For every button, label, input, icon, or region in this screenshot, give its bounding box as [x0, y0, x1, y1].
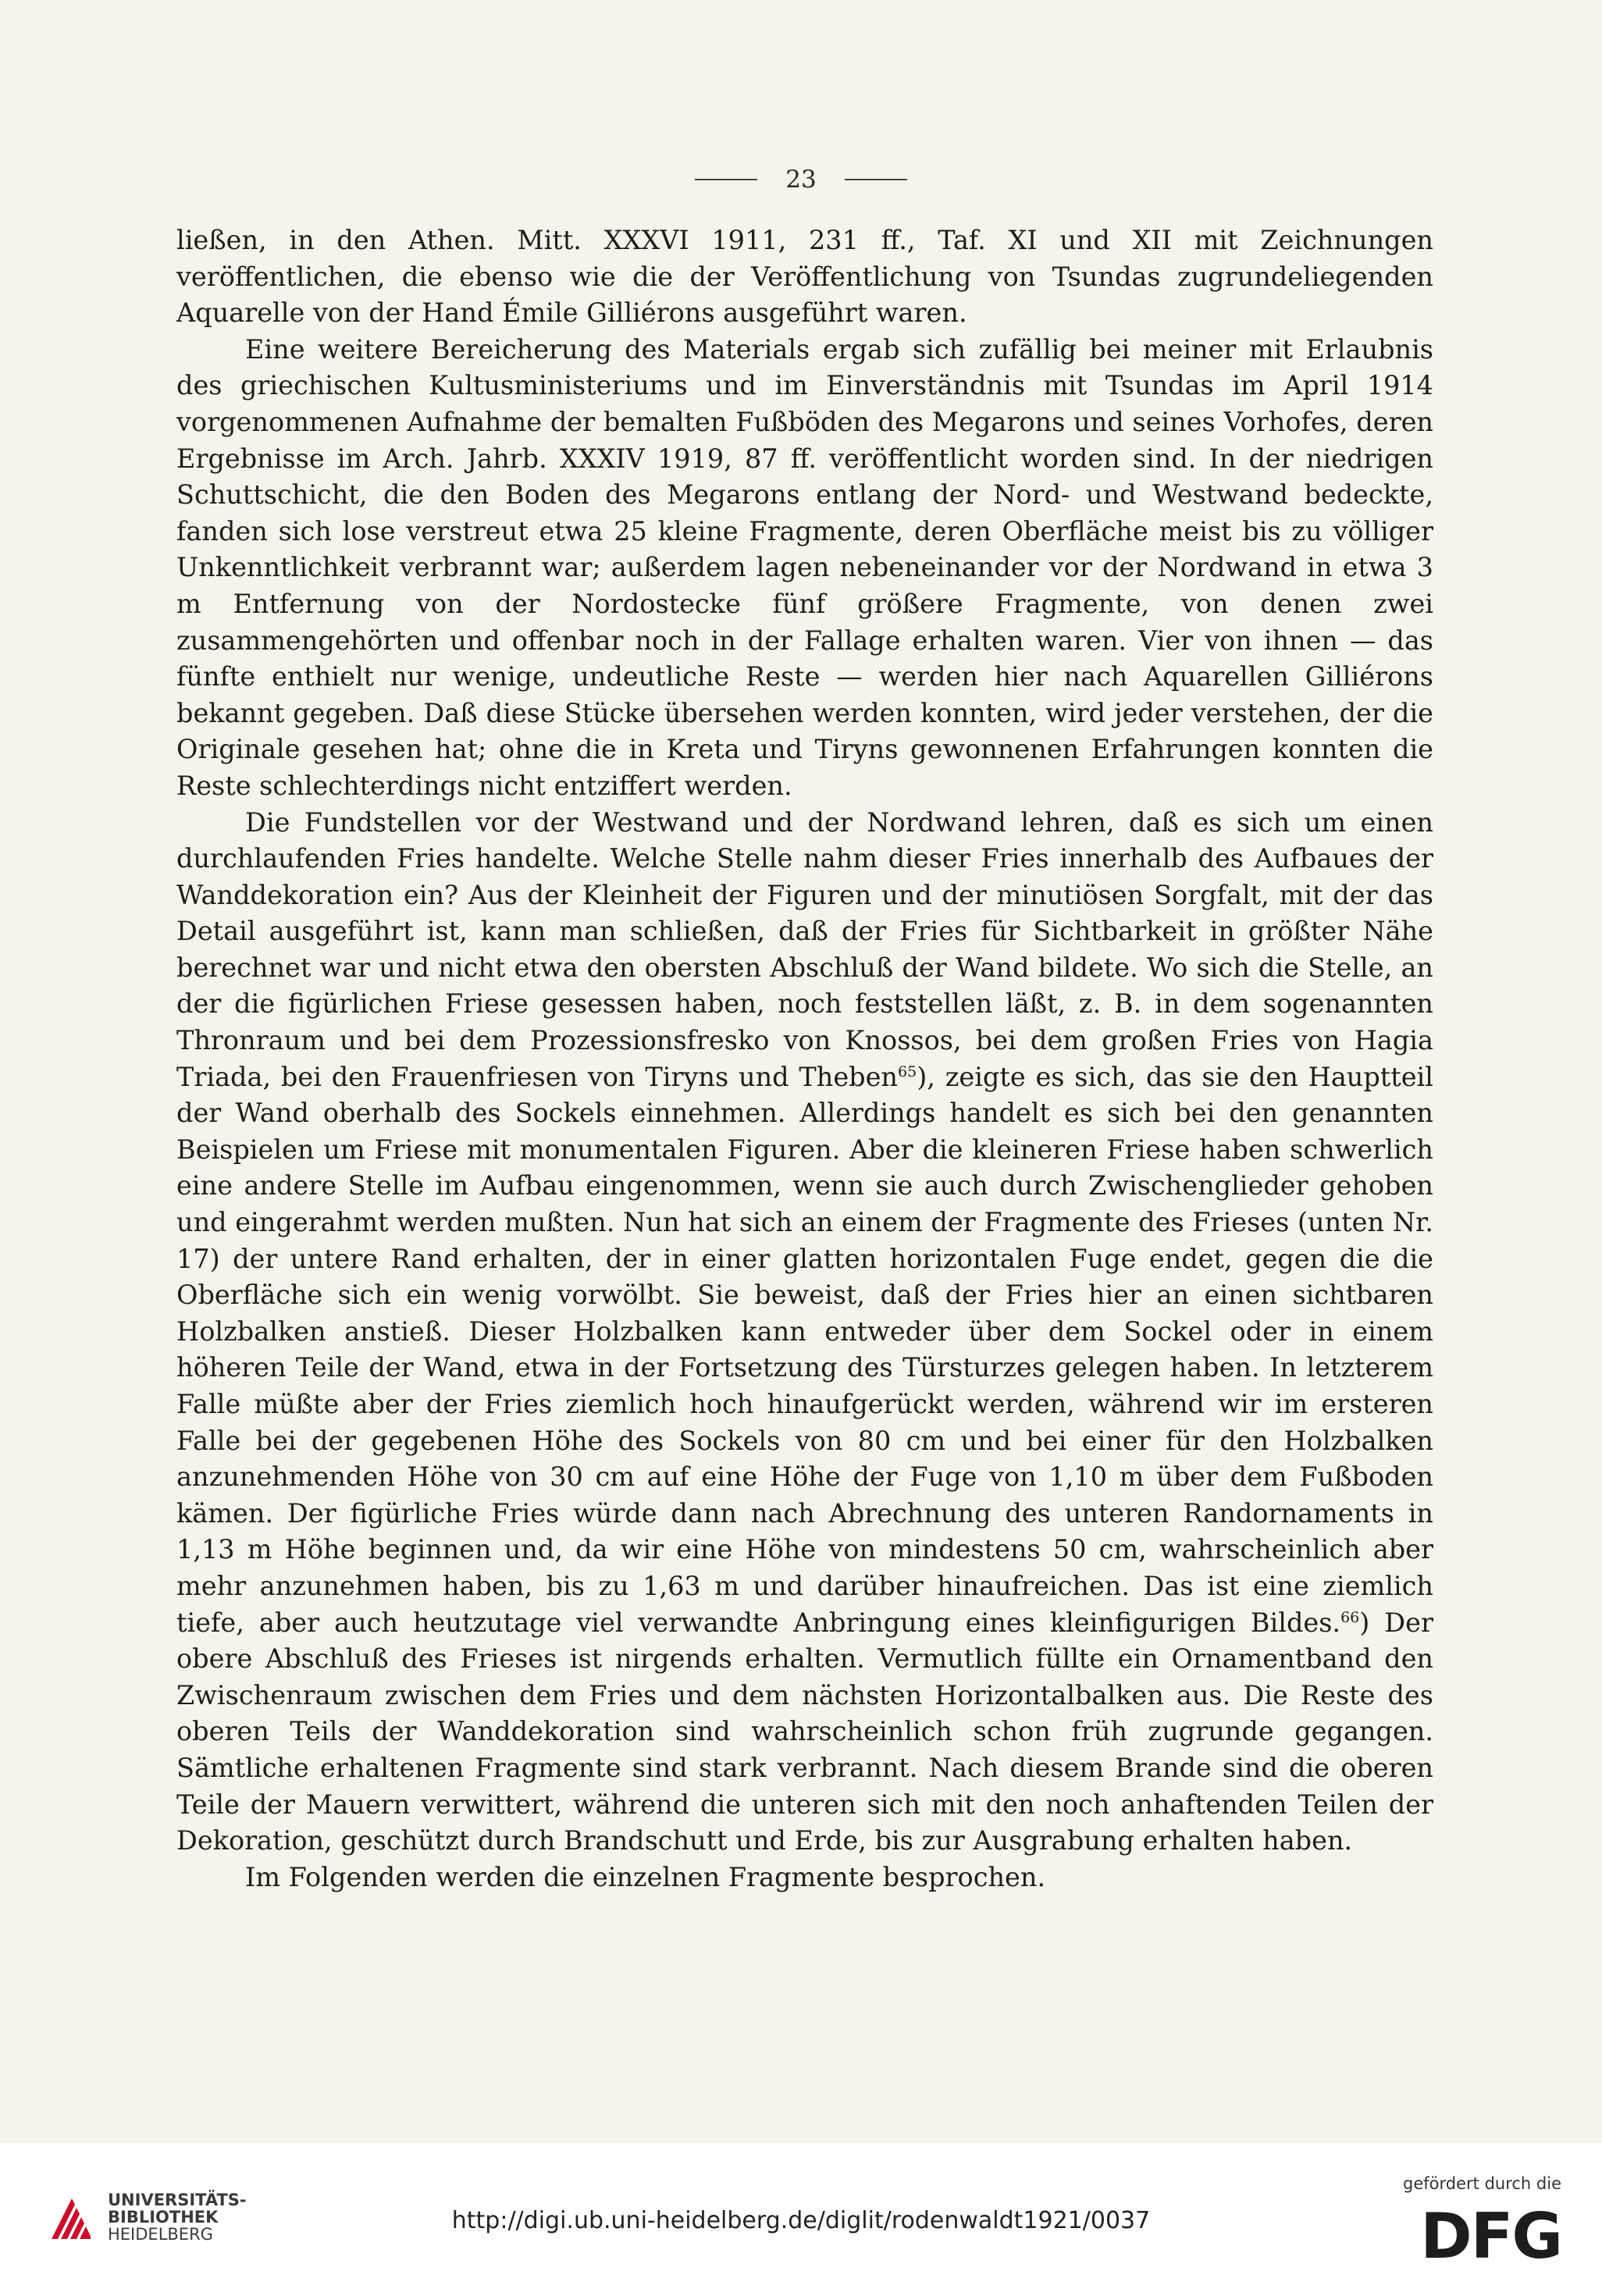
page-number: 23: [785, 166, 817, 194]
paragraph-4: Im Folgenden werden die einzelnen Fragmente besprochen.: [245, 1861, 1046, 1892]
footnote-ref-66[interactable]: 66: [1340, 1608, 1360, 1626]
paragraph-3-part-1: Die Fundstellen vor der Westwand und der Nordwand lehren, daß es sich um einen durchlaufenden Fries handelte. Welche Stelle nahm dieser Fries innerhalb des Aufbaues der Wanddekoration ein? Aus der Kleinheit der Figuren und der minutiösen Sorgfalt, mit der das Detail ausgeführt ist, kann man schließen, daß der Fries für Sichtbarkeit in größter Nähe berechnet war und nicht etwa den obersten Abschluß der Wand bildete. Wo sich die Stelle, an der die figürlichen Friese gesessen haben, noch feststellen läßt, z. B. in dem sogenannten Thronraum und bei dem Prozessionsfresko von Knossos, bei dem großen Fries von Hagia Triada, bei den Frauenfriesen von Tiryns und Theben: [176, 806, 1433, 1092]
source-url-link[interactable]: http://digi.ub.uni-heidelberg.de/diglit/rodenwaldt1921/0037: [451, 2207, 1151, 2234]
library-name-line-3: HEIDELBERG: [108, 2225, 213, 2244]
body-text: [176, 222, 1433, 1896]
dfg-logo: DFG: [1420, 2200, 1561, 2273]
header-rule-right: [845, 179, 907, 180]
paragraph-3-part-3: ) Der obere Abschluß des Frieses ist nirgends erhalten. Vermutlich füllte ein Ornamentband den Zwischenraum zwischen dem Fries und dem nächsten Horizontalbalken aus. Die Reste des oberen Teils der Wanddekoration sind wahrscheinlich schon früh zugrunde gegangen. Sämtliche erhaltenen Fragmente sind stark verbrannt. Nach diesem Brande sind die oberen Teile der Mauern verwittert, während die unteren sich mit den noch anhaftenden Teilen der Dekoration, geschützt durch Brandschutt und Erde, bis zur Ausgrabung erhalten haben.: [176, 1607, 1434, 1856]
footer: [0, 2143, 1602, 2296]
library-name-line-2: BIBLIOTHEK: [108, 2208, 219, 2227]
library-name-line-1: UNIVERSITÄTS-: [108, 2191, 247, 2209]
header-rule-left: [695, 179, 757, 180]
footnote-ref-65[interactable]: 65: [898, 1063, 917, 1080]
paragraph-2: Eine weitere Bereicherung des Materials ergab sich zufällig bei meiner mit Erlaubnis des griechischen Kultusministeriums und im Einverständnis mit Tsundas im April 1914 vorgenommenen Aufnahme der bemalten Fußböden des Megarons und seines Vorhofes, deren Ergebnisse im Arch. Jahrb. XXXIV 1919, 87 ff. veröffentlicht worden sind. In der niedrigen Schuttschicht, die den Boden des Megarons entlang der Nord- und Westwand bedeckte, fanden sich lose verstreut etwa 25 kleine Fragmente, deren Oberfläche meist bis zu völliger Unkenntlichkeit verbrannt war; außerdem lagen nebeneinander vor der Nordwand in etwa 3 m Entfernung von der Nordostecke fünf größere Fragmente, von denen zwei zusammengehörten und offenbar noch in der Fallage erhalten waren. Vier von ihnen — das fünfte enthielt nur wenige, undeutliche Reste — werden hier nach Aquarellen Gilliérons bekannt gegeben. Daß diese Stücke übersehen werden konnten, wird jeder verstehen, der die Originale gesehen hat; ohne die in Kreta und Tiryns gewonnenen Erfahrungen konnten die Reste schlechterdings nicht entziffert werden.: [176, 333, 1433, 801]
paragraph-3: [176, 805, 1433, 1860]
paragraph-3-part-2: ), zeigte es sich, das sie den Hauptteil der Wand oberhalb des Sockels einnehmen. Allerdings handelt es sich bei den genannten Beispielen um Friese mit monumentalen Figuren. Aber die kleineren Friese haben schwerlich eine andere Stelle im Aufbau eingenommen, wenn sie auch durch Zwischenglieder gehoben und eingerahmt werden mußten. Nun hat sich an einem der Fragmente des Frieses (unten Nr. 17) der untere Rand erhalten, der in einer glatten horizontalen Fuge endet, gegen die die Oberfläche sich ein wenig vorwölbt. Sie beweist, daß der Fries hier an einen sichtbaren Holzbalken anstieß. Dieser Holzbalken kann entweder über dem Sockel oder in einem höheren Teile der Wand, etwa in der Fortsetzung des Türsturzes gelegen haben. In letzterem Falle müßte aber der Fries ziemlich hoch hinaufgerückt werden, während wir im ersteren Falle bei der gegebenen Höhe des Sockels von 80 cm und bei einer für den Holzbalken anzunehmenden Höhe von 30 cm auf eine Höhe der Fuge von 1,10 m über dem Fußboden kämen. Der figürliche Fries würde dann nach Abrechnung des unteren Randornaments in 1,13 m Höhe beginnen und, da wir eine Höhe von mindestens 50 cm, wahrscheinlich aber mehr anzunehmen haben, bis zu 1,63 m und darüber hinaufreichen. Das ist eine ziemlich tiefe, aber auch heutzutage viel verwandte Anbringung eines kleinfigurigen Bildes.: [176, 1061, 1433, 1638]
paragraph-1: ließen, in den Athen. Mitt. XXXVI 1911, 231 ff., Taf. XI und XII mit Zeichnungen veröffentlichen, die ebenso wie die der Veröffentlichung von Tsundas zugrundeliegenden Aquarelle von der Hand Émile Gilliérons ausgeführt waren.: [176, 225, 1433, 329]
page-header: [0, 160, 1602, 199]
funding-text: gefördert durch die: [1403, 2174, 1561, 2193]
